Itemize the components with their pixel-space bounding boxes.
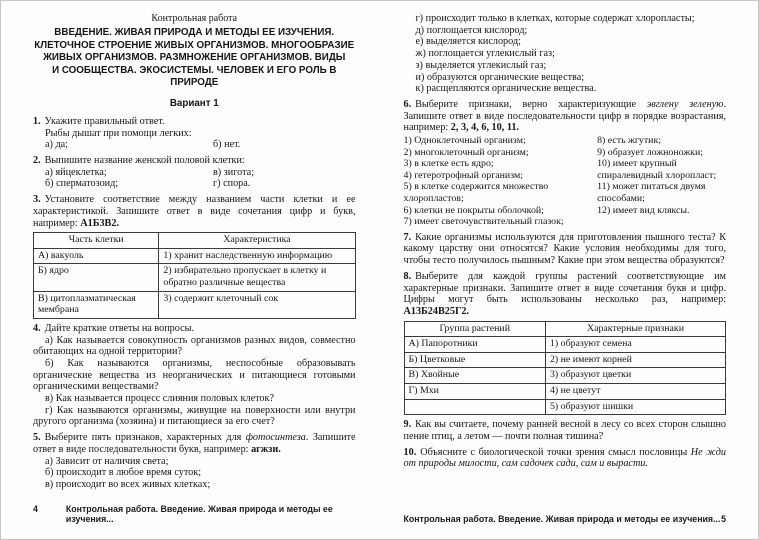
question-9 <box>404 419 727 442</box>
subquestion-g: г) Как называются организмы, живущие на поверхности или внутри другого организма (хозяина) и питающиеся за его счет? <box>33 404 356 428</box>
exam-title-line: КЛЕТОЧНОЕ СТРОЕНИЕ ЖИВЫХ ОРГАНИЗМОВ. МНОГООБРАЗИЕ <box>34 39 355 51</box>
options-column-2 <box>213 167 254 190</box>
question-6 <box>404 99 727 228</box>
option-b: б) нет. <box>213 139 241 151</box>
page-right <box>380 1 759 539</box>
question-5-text-before: Выберите пять признаков, характерных для <box>44 432 246 444</box>
table-cell: 2) не имеют корней <box>545 352 725 368</box>
matching-table-cell-parts <box>33 232 356 319</box>
page-left <box>1 1 380 539</box>
list-item-8: 8) есть жгутик; <box>597 135 662 147</box>
question-6-example: 2, 3, 4, 6, 10, 11. <box>450 122 519 134</box>
question-2-lead <box>33 155 356 167</box>
list-item-11: 11) может питаться двумя способами; <box>597 181 706 204</box>
question-2 <box>33 155 356 190</box>
question-3-example: А1Б3В2. <box>80 217 119 229</box>
table-header-traits: Характерные признаки <box>545 321 725 337</box>
question-3-number: 3. <box>33 194 41 206</box>
option-zh: ж) поглощается углекислый газ; <box>415 48 555 60</box>
page-number: 4 <box>33 504 38 514</box>
question-9-text: Как вы считаете, почему ранней весной в лесу со всех сторон слышно пение птиц, а летом — почти полная тишина? <box>403 419 726 442</box>
exam-title-line: ВВЕДЕНИЕ. ЖИВАЯ ПРИРОДА И МЕТОДЫ ЕЕ ИЗУЧЕНИЯ. <box>54 27 335 38</box>
question-6-text-mid: . Запишите ответ в виде последовательности цифр в порядке возрастания, например: <box>403 98 726 134</box>
question-5 <box>33 432 356 491</box>
table-cell: 3) содержит клеточный сок <box>159 291 355 318</box>
question-6-number: 6. <box>403 98 412 110</box>
page-body-left <box>33 116 356 491</box>
option-z: з) выделяется углекислый газ; <box>415 59 547 71</box>
question-10-number: 10. <box>403 446 417 458</box>
question-1-number: 1. <box>33 115 41 127</box>
question-8-example: А13Б24В25Г2. <box>403 306 470 317</box>
option-d: д) поглощается кислород; <box>415 24 528 36</box>
table-header-part: Часть клетки <box>34 233 159 249</box>
table-cell: В) цитоплазматическая мембрана <box>34 291 159 318</box>
question-6-list <box>404 135 727 228</box>
exam-title-line: И СООБЩЕСТВА. ЭКОСИСТЕМЫ. ЧЕЛОВЕК И ЕГО РОЛЬ В ПРИРОДЕ <box>52 64 337 89</box>
question-8-lead <box>404 271 727 318</box>
table-cell: 1) образуют семена <box>545 337 725 353</box>
table-row <box>404 384 726 400</box>
option-b: б) происходит в любое время суток; <box>45 467 202 479</box>
table-cell: 4) не цветут <box>545 384 725 400</box>
option-g: г) спора. <box>213 178 251 190</box>
question-3-text: Установите соответствие между названием части клетки и ее характеристикой. Запишите ответ в виде сочетания цифр и букв, например: <box>33 194 356 229</box>
list-column-2 <box>597 135 726 228</box>
question-7-text: Какие организмы используются для приготовления пышного теста? К какому царству они относятся? Какие условия необходимы для того, чтобы тесто получилось пышным? Какие при этом вещества образуются? <box>403 231 726 267</box>
variant-heading: Вариант 1 <box>169 97 219 109</box>
page-number: 5 <box>721 514 726 524</box>
option-a: а) да; <box>45 139 68 151</box>
question-5-text-mid: . Запишите ответ в виде последовательности букв, например: <box>33 432 356 455</box>
question-1-text: Укажите правильный ответ. <box>44 115 165 127</box>
question-5-example: агжзи. <box>251 443 281 455</box>
question-6-term: эвглену зеленую <box>646 98 724 110</box>
question-7 <box>404 232 727 267</box>
table-cell: А) вакуоль <box>34 248 159 264</box>
question-6-text-before: Выберите признаки, верно характеризующие <box>415 98 647 110</box>
question-10-proverb: Не жди от природы милости, сам садочек сади, сам и вырасти. <box>403 446 727 470</box>
list-item-7: 7) имеет светочувствительный глазок; <box>403 216 564 228</box>
list-item-2: 2) многоклеточный организм; <box>403 146 529 158</box>
question-3 <box>33 194 356 319</box>
list-item-10: 10) имеет крупный спиралевидный хлоропласт; <box>597 158 717 181</box>
question-4-lead <box>33 323 356 335</box>
question-4-number: 4. <box>33 322 41 334</box>
question-9-number: 9. <box>403 419 412 431</box>
question-5-continued <box>404 13 727 95</box>
table-row <box>404 399 726 415</box>
list-item-4: 4) гетеротрофный организм; <box>403 169 523 181</box>
table-cell: 5) образуют шишки <box>545 399 725 415</box>
question-6-lead <box>404 99 727 134</box>
table-row <box>34 291 356 318</box>
question-4-text: Дайте краткие ответы на вопросы. <box>44 322 194 334</box>
table-cell: Г) Мхи <box>404 384 545 400</box>
table-cell: Б) ядро <box>34 264 159 291</box>
page-footer-left <box>33 504 356 524</box>
question-2-number: 2. <box>33 155 41 167</box>
table-cell: Б) Цветковые <box>404 352 545 368</box>
question-5-term: фотосинтеза <box>245 432 306 444</box>
question-2-options <box>33 167 356 190</box>
list-item-3: 3) в клетке есть ядро; <box>403 158 494 170</box>
exam-title-line: ЖИВЫХ ОРГАНИЗМОВ. РАЗМНОЖЕНИЕ ОРГАНИЗМОВ. ВИДЫ <box>43 52 346 64</box>
question-8 <box>404 271 727 415</box>
question-5-number: 5. <box>33 432 41 444</box>
page-body-right <box>404 13 727 470</box>
table-header-characteristic: Характеристика <box>159 233 355 249</box>
option-v: в) происходит во всех живых клетках; <box>45 479 211 490</box>
subquestion-v: в) Как называется процесс слияния половых клеток? <box>45 393 274 405</box>
matching-table-plant-groups <box>404 321 727 416</box>
table-header-row <box>404 321 726 337</box>
page-footer-right <box>404 514 727 524</box>
option-a: а) Зависит от наличия света; <box>45 455 169 467</box>
table-cell: 3) образуют цветки <box>545 368 725 384</box>
question-2-text: Выпишите название женской половой клетки: <box>44 155 245 167</box>
list-column-1 <box>404 135 598 228</box>
question-7-number: 7. <box>403 231 412 243</box>
question-1-options <box>33 139 356 151</box>
question-8-number: 8. <box>403 270 412 282</box>
table-header-group: Группа растений <box>404 321 545 337</box>
table-row <box>404 352 726 368</box>
subquestion-b: б) Как называются организмы, неспособные образовывать органические вещества из неорганических и питающиеся готовыми органическими веществами? <box>33 357 356 393</box>
page-header: Контрольная работа <box>151 13 238 24</box>
running-title: Контрольная работа. Введение. Живая природа и методы ее изучения... <box>403 514 721 524</box>
option-k: к) расщепляются органические вещества. <box>415 83 597 95</box>
table-cell: 1) хранит наследственную информацию <box>159 248 355 264</box>
list-item-9: 9) образует ложноножки; <box>597 146 703 158</box>
table-row <box>34 248 356 264</box>
table-row <box>404 368 726 384</box>
table-cell: 2) избирательно пропускает в клетку и обратно различные вещества <box>159 264 355 291</box>
question-1-lead <box>33 116 356 128</box>
table-cell <box>404 399 545 415</box>
option-v: в) зигота; <box>213 166 255 178</box>
question-1-sub: Рыбы дышат при помощи легких: <box>45 127 192 139</box>
option-a: а) яйцеклетка; <box>45 166 107 178</box>
question-1 <box>33 116 356 151</box>
table-cell: А) Папоротники <box>404 337 545 353</box>
option-e: е) выделяется кислород; <box>415 36 521 48</box>
table-row <box>34 264 356 291</box>
running-title: Контрольная работа. Введение. Живая природа и методы ее изучения... <box>65 504 333 524</box>
question-3-lead <box>33 194 356 229</box>
subquestion-a: а) Как называется совокупность организмов разных видов, совместно обитающих на одной территории? <box>33 334 356 358</box>
list-item-1: 1) Одноклеточный организм; <box>403 135 526 147</box>
option-g: г) происходит только в клетках, которые содержат хлоропласты; <box>415 13 695 24</box>
question-8-text: Выберите для каждой группы растений соответствующие им характерные признаки. Запишите ответ в виде сочетания букв и цифр. Цифры могут быть использованы несколько раз, например: <box>403 270 726 306</box>
list-item-6: 6) клетки не покрыты оболочкой; <box>403 204 544 216</box>
table-header-row <box>34 233 356 249</box>
question-7-lead <box>404 232 727 267</box>
question-9-lead <box>404 419 727 442</box>
question-10 <box>404 447 727 470</box>
options-column-1 <box>45 167 213 190</box>
option-b: б) сперматозоид; <box>45 178 119 190</box>
question-4 <box>33 323 356 428</box>
option-i: и) образуются органические вещества; <box>415 71 585 83</box>
question-5-lead <box>33 432 356 455</box>
table-row <box>404 337 726 353</box>
question-10-text: Объясните с биологической точки зрения смысл пословицы <box>420 446 691 458</box>
list-item-12: 12) имеет вид кляксы. <box>597 204 690 216</box>
table-cell: В) Хвойные <box>404 368 545 384</box>
question-10-lead <box>404 447 727 470</box>
list-item-5: 5) в клетке содержится множество хлоропластов; <box>403 181 549 204</box>
exam-title <box>33 27 356 90</box>
